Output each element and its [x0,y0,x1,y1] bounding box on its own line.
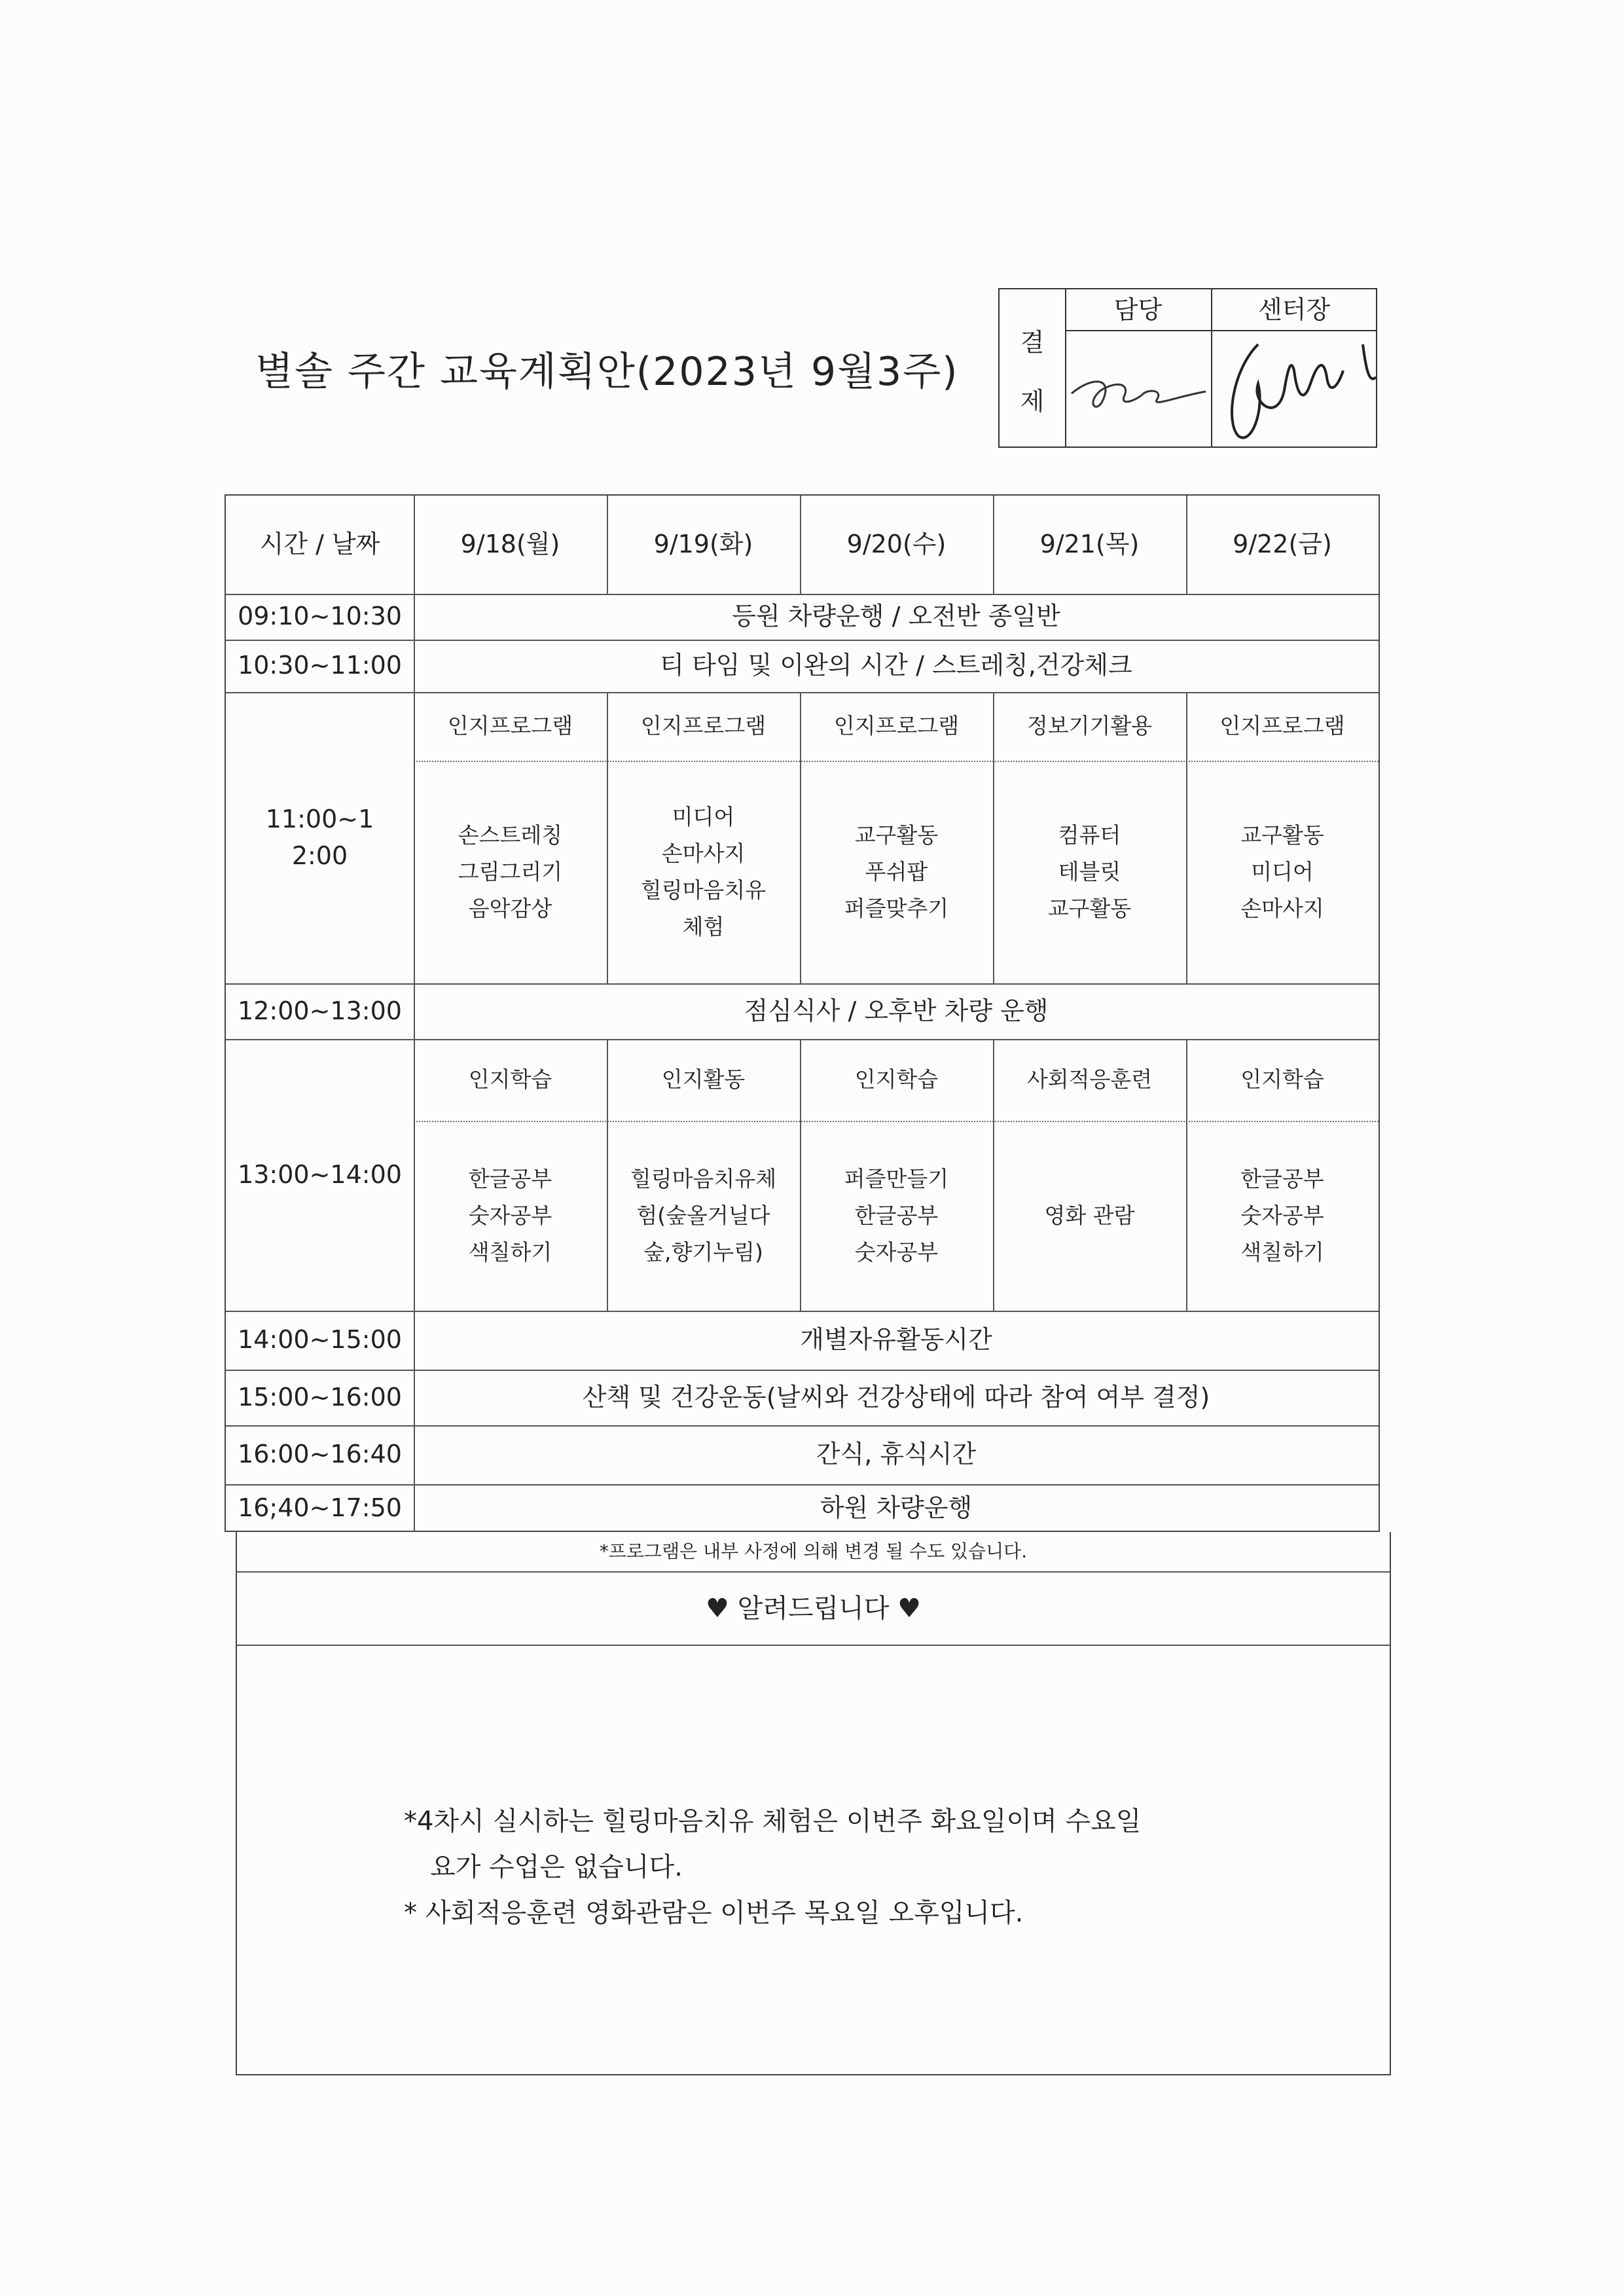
approval-label-column [1000,289,1066,446]
approval-box [998,288,1377,448]
activity-cell: 간식, 휴식시간 [816,1440,977,1469]
time-cell: 14:00~15:00 [238,1325,402,1355]
category-cell: 사회적응훈련 [1026,1066,1153,1093]
note-line-1: *4차시 실시하는 힐링마음치유 체험은 이번주 화요일이며 수요일 [404,1806,1142,1836]
corner-header: 시간 / 날짜 [259,530,380,559]
category-cell: 인지프로그램 [1219,713,1345,739]
activity-cell: 하원 차량운행 [820,1493,973,1522]
time-cell: 09:10~10:30 [238,602,402,631]
schedule-table [225,494,1380,1532]
day-header-tue: 9/19(화) [653,530,753,559]
note-line-3: * 사회적응훈련 영화관람은 이번주 목요일 오후입니다. [404,1898,1024,1928]
activity-cell: 개별자유활동시간 [800,1325,992,1355]
category-cell: 인지학습 [854,1066,939,1093]
activity-detail-cell: 한글공부 숫자공부 색칠하기 [468,1165,552,1266]
approval-label-1: 결 [1020,328,1045,357]
approval-header-director: 센터장 [1212,289,1376,331]
activity-detail-cell: 힐링마음치유체 험(숲올거닐다 숲,향기누림) [630,1165,777,1266]
page-title: 별솔 주간 교육계획안(2023년 9월3주) [255,349,959,395]
notice-box [236,1532,1391,2075]
activity-cell: 산책 및 건강운동(날씨와 건강상태에 따라 참여 여부 결정) [582,1382,1210,1412]
approval-label-2: 제 [1020,387,1045,416]
activity-cell: 티 타임 및 이완의 시간 / 스트레칭,건강체크 [660,651,1132,680]
category-cell: 인지학습 [1240,1066,1324,1093]
category-cell: 인지활동 [661,1066,746,1093]
day-header-fri: 9/22(금) [1233,530,1332,559]
activity-detail-cell: 컴퓨터 테블릿 교구활동 [1047,822,1132,922]
time-cell: 15:00~16:00 [238,1382,402,1412]
activity-cell: 점심식사 / 오후반 차량 운행 [744,996,1049,1025]
day-header-wed: 9/20(수) [846,530,947,559]
time-cell: 16:00~16:40 [238,1440,402,1469]
note-line-2: 요가 수업은 없습니다. [430,1852,683,1882]
time-cell: 12:00~13:00 [238,996,402,1025]
day-header-mon: 9/18(월) [460,530,560,559]
director-signature [1212,331,1409,462]
approval-header-manager: 담당 [1065,289,1212,331]
notice-header: ♥ 알려드립니다 ♥ [237,1573,1390,1646]
activity-detail-cell: 미디어 손마사지 힐링마음치유 체험 [640,803,767,940]
time-cell: 16;40~17:50 [238,1493,402,1522]
activity-detail-cell: 한글공부 숫자공부 색칠하기 [1240,1165,1324,1266]
footnote: *프로그램은 내부 사정에 의해 변경 될 수도 있습니다. [237,1532,1390,1573]
category-cell: 인지학습 [468,1066,552,1093]
activity-detail-cell: 손스트레칭 그림그리기 음악감상 [458,822,563,922]
activity-detail-cell: 영화 관람 [1044,1202,1135,1228]
manager-signature-cell [1065,331,1212,446]
time-cell: 10:30~11:00 [238,651,402,680]
time-cell: 11:00~1 2:00 [265,805,374,870]
time-cell: 13:00~14:00 [238,1159,402,1189]
day-header-thu: 9/21(목) [1039,530,1140,559]
activity-cell: 등원 차량운행 / 오전반 종일반 [732,602,1060,631]
activity-detail-cell: 교구활동 푸쉬팝 퍼즐맞추기 [844,822,949,922]
activity-detail-cell: 교구활동 미디어 손마사지 [1240,822,1324,922]
activity-detail-cell: 퍼즐만들기 한글공부 숫자공부 [844,1165,949,1266]
category-cell: 인지프로그램 [833,713,960,739]
manager-signature [1065,331,1211,446]
category-cell: 인지프로그램 [447,713,573,739]
category-cell: 인지프로그램 [640,713,767,739]
category-cell: 정보기기활용 [1026,713,1153,739]
